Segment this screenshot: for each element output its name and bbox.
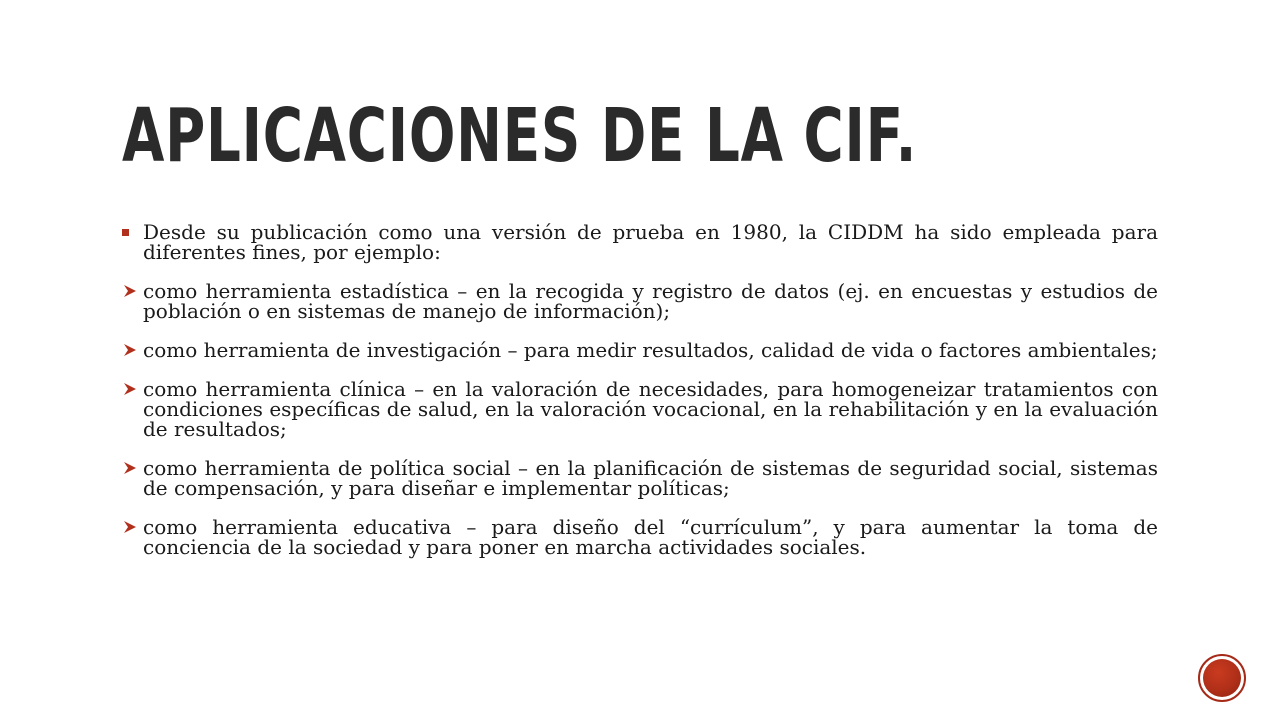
list-item bbox=[122, 517, 1158, 557]
list-item-text: como herramienta de política social – en la planificación de sistemas de seguridad social, sistemas de compensación, y para diseñar e implementar políticas; bbox=[143, 456, 1158, 500]
list-item-text: como herramienta clínica – en la valoración de necesidades, para homogeneizar tratamientos con condiciones específicas de salud, en la valoración vocacional, en la rehabilitación y en la evaluación de resultados; bbox=[143, 377, 1158, 441]
arrow-bullet-icon bbox=[122, 458, 138, 478]
list-item bbox=[122, 340, 1158, 360]
arrow-bullet-icon bbox=[122, 281, 138, 301]
list-item-text: como herramienta de investigación – para medir resultados, calidad de vida o factores ambientales; bbox=[143, 338, 1158, 362]
square-bullet-icon bbox=[122, 222, 138, 242]
list-item bbox=[122, 281, 1158, 321]
arrow-bullet-icon bbox=[122, 517, 138, 537]
list-item-text: Desde su publicación como una versión de prueba en 1980, la CIDDM ha sido empleada para diferentes fines, por ejemplo: bbox=[143, 220, 1158, 264]
bullet-list bbox=[122, 222, 1158, 557]
list-item bbox=[122, 379, 1158, 439]
list-item bbox=[122, 458, 1158, 498]
slide-title: APLICACIONES DE LA CIF. bbox=[122, 93, 918, 179]
list-item-text: como herramienta estadística – en la recogida y registro de datos (ej. en encuestas y estudios de población o en sistemas de manejo de información); bbox=[143, 279, 1158, 323]
arrow-bullet-icon bbox=[122, 379, 138, 399]
list-item bbox=[122, 222, 1158, 262]
arrow-bullet-icon bbox=[122, 340, 138, 360]
list-item-text: como herramienta educativa – para diseño del “currículum”, y para aumentar la toma de conciencia de la sociedad y para poner en marcha actividades sociales. bbox=[143, 515, 1158, 559]
slide-number-badge bbox=[1198, 654, 1246, 702]
badge-circle-icon bbox=[1203, 659, 1241, 697]
